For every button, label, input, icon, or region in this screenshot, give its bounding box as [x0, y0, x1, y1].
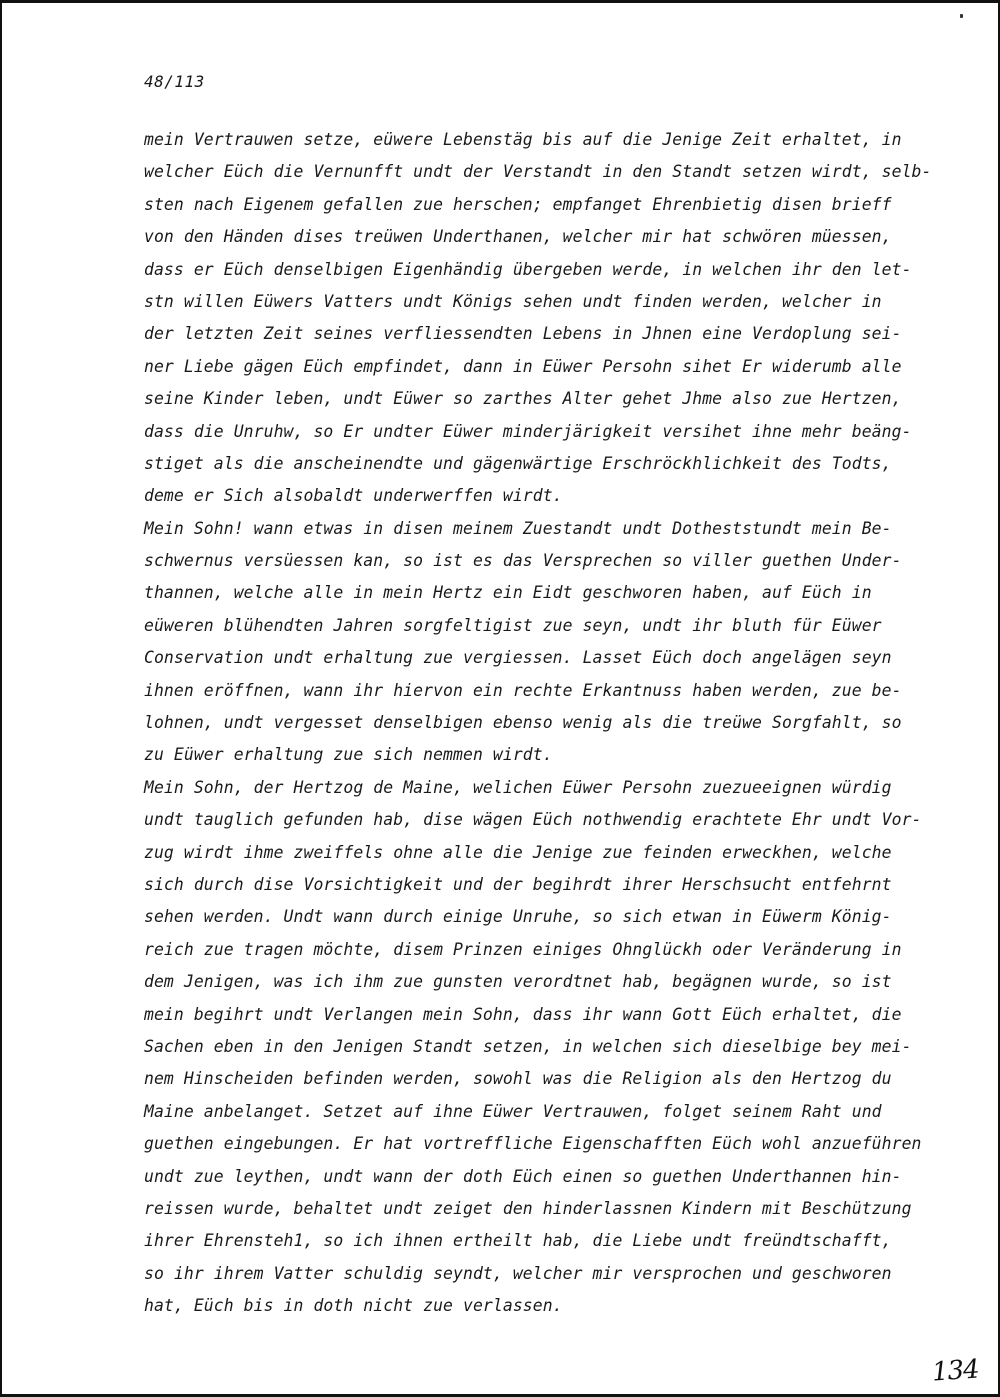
text-line: schwernus versüessen kan, so ist es das Versprechen so viller guethen Under-	[144, 551, 902, 571]
text-line: thannen, welche alle in mein Hertz ein Eidt geschworen haben, auf Eüch in	[144, 583, 872, 603]
text-line: welcher Eüch die Vernunfft undt der Verstandt in den Standt setzen wirdt, selb-	[144, 162, 932, 182]
text-line: dem Jenigen, was ich ihm zue gunsten verordtnet hab, begägnen wurde, so ist	[144, 972, 892, 992]
text-line: Conservation undt erhaltung zue vergiessen. Lasset Eüch doch angelägen seyn	[144, 648, 892, 668]
text-line: zu Eüwer erhaltung zue sich nemmen wirdt.	[144, 745, 553, 765]
text-line: Sachen eben in den Jenigen Standt setzen, in welchen sich dieselbige bey mei-	[144, 1036, 912, 1056]
scan-speck	[960, 14, 963, 18]
text-line: Mein Sohn! wann etwas in disen meinem Zuestandt undt Dotheststundt mein Be-	[144, 518, 892, 538]
text-line: ner Liebe gägen Eüch empfindet, dann in Eüwer Persohn sihet Er widerumb alle	[144, 356, 902, 376]
text-line: Mein Sohn, der Hertzog de Maine, welichen Eüwer Persohn zuezueeignen würdig	[144, 777, 892, 797]
text-line: mein begihrt undt Verlangen mein Sohn, dass ihr wann Gott Eüch erhaltet, die	[144, 1004, 902, 1024]
text-line: ihnen eröffnen, wann ihr hiervon ein rechte Erkantnuss haben werden, zue be-	[144, 680, 902, 700]
text-line: von den Händen dises treüwen Underthanen, welcher mir hat schwören müessen,	[144, 227, 892, 247]
document-body	[144, 124, 944, 1322]
handwritten-folio-number: 134	[931, 1354, 980, 1388]
text-line: undt zue leythen, undt wann der doth Eüch einen so guethen Underthannen hin-	[144, 1166, 902, 1186]
text-line: dass die Unruhw, so Er undter Eüwer minderjärigkeit versihet ihne mehr beäng-	[144, 421, 912, 441]
text-line: sich durch dise Vorsichtigkeit und der begihrdt ihrer Herschsucht entfehrnt	[144, 874, 892, 894]
text-line: Maine anbelanget. Setzet auf ihne Eüwer Vertrauwen, folget seinem Raht und	[144, 1101, 882, 1121]
text-line: reissen wurde, behaltet undt zeiget den hinderlassnen Kindern mit Beschützung	[144, 1198, 912, 1218]
text-line: mein Vertrauwen setze, eüwere Lebenstäg bis auf die Jenige Zeit erhaltet, in	[144, 130, 902, 149]
text-line: sehen werden. Undt wann durch einige Unruhe, so sich etwan in Eüwerm König-	[144, 907, 892, 927]
text-line: so ihr ihrem Vatter schuldig seyndt, welcher mir versprochen und geschworen	[144, 1263, 892, 1283]
page-reference: 48/113	[144, 72, 205, 91]
text-line: reich zue tragen möchte, disem Prinzen einiges Ohnglückh oder Veränderung in	[144, 939, 902, 959]
scan-border-left	[0, 0, 2, 1397]
text-line: seine Kinder leben, undt Eüwer so zarthes Alter gehet Jhme also zue Hertzen,	[144, 389, 902, 409]
text-line: sten nach Eigenem gefallen zue herschen; empfanget Ehrenbietig disen brieff	[144, 194, 892, 214]
text-line: undt tauglich gefunden hab, dise wägen Eüch nothwendig erachtete Ehr undt Vor-	[144, 810, 922, 830]
text-line: nem Hinscheiden befinden werden, sowohl was die Religion als den Hertzog du	[144, 1069, 892, 1089]
text-line: guethen eingebungen. Er hat vortreffliche Eigenschafften Eüch wohl anzueführen	[144, 1134, 922, 1154]
text-line: dass er Eüch denselbigen Eigenhändig übergeben werde, in welchen ihr den let-	[144, 259, 912, 279]
text-line: zug wirdt ihme zweiffels ohne alle die Jenige zue feinden erweckhen, welche	[144, 842, 892, 862]
scan-border-top	[0, 0, 1000, 3]
text-line: ihrer Ehrensteh1, so ich ihnen ertheilt hab, die Liebe undt freündtschafft,	[144, 1231, 892, 1251]
text-line: stn willen Eüwers Vatters undt Königs sehen undt finden werden, welcher in	[144, 291, 882, 311]
text-line: der letzten Zeit seines verfliessendten Lebens in Jhnen eine Verdoplung sei-	[144, 324, 902, 344]
text-line: lohnen, undt vergesset denselbigen ebenso wenig als die treüwe Sorgfahlt, so	[144, 713, 902, 733]
text-line: deme er Sich alsobaldt underwerffen wirdt.	[144, 486, 563, 506]
text-line: stiget als die anscheinendte und gägenwärtige Erschröckhlichkeit des Todts,	[144, 453, 892, 473]
text-line: hat, Eüch bis in doth nicht zue verlassen.	[144, 1296, 563, 1316]
text-line: eüweren blühendten Jahren sorgfeltigist zue seyn, undt ihr bluth für Eüwer	[144, 615, 882, 635]
